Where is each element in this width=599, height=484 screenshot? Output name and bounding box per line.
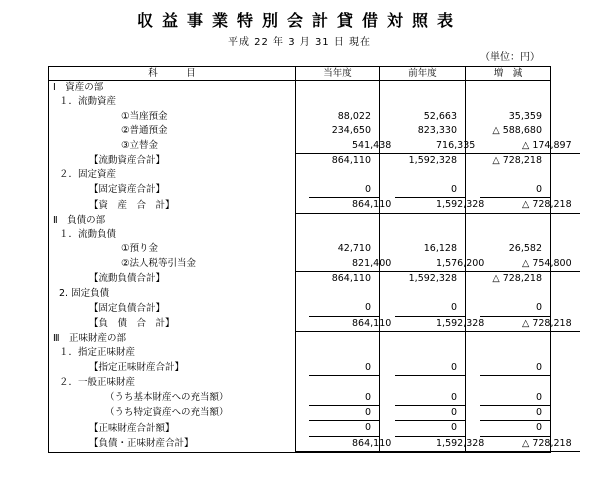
- change-value: △ 728,218: [466, 437, 580, 452]
- previous-year-value-cell: [380, 81, 466, 96]
- previous-year-value-cell: [380, 301, 466, 316]
- previous-year-value-cell: [380, 272, 466, 286]
- table-row: [49, 361, 551, 376]
- current-year-value: 0: [309, 406, 379, 421]
- table-row: [49, 301, 551, 316]
- table-row: [49, 421, 551, 436]
- table-row: [49, 346, 551, 360]
- previous-year-value-cell: [380, 361, 466, 376]
- previous-year-value-cell: [380, 198, 485, 213]
- previous-year-value-cell: [380, 139, 476, 154]
- current-year-value-cell: [296, 95, 380, 109]
- current-year-value-cell: [296, 242, 380, 256]
- table-row: [49, 168, 551, 182]
- row-label: 2. 固定負債: [49, 287, 296, 301]
- previous-year-value-cell: [380, 376, 466, 390]
- previous-year-value-cell: [380, 421, 466, 436]
- previous-year-value: 1,592,328: [408, 273, 457, 285]
- table-row: [49, 110, 551, 124]
- change-value-cell: [466, 183, 551, 198]
- current-year-value: 0: [309, 301, 379, 316]
- change-value: 26,582: [508, 243, 542, 255]
- header-current-year: 当年度: [296, 67, 380, 81]
- current-year-value: 0: [309, 361, 379, 376]
- previous-year-value-cell: [380, 95, 466, 109]
- header-previous-year: 前年度: [380, 67, 466, 81]
- current-year-value-cell: [296, 301, 380, 316]
- row-label: ①預り金: [49, 242, 296, 256]
- change-value: 0: [480, 406, 550, 421]
- row-label: Ⅱ 負債の部: [49, 214, 296, 228]
- table-row: [49, 287, 551, 301]
- current-year-value-cell: [296, 361, 380, 376]
- current-year-value-cell: [296, 168, 380, 182]
- row-label: （うち基本財産への充当額）: [49, 391, 296, 406]
- table-row: [49, 228, 551, 242]
- current-year-value-cell: [296, 154, 380, 168]
- change-value-cell: [466, 198, 572, 213]
- change-value-cell: [466, 287, 551, 301]
- current-year-value-cell: [296, 124, 380, 138]
- row-label: ２．一般正味財産: [49, 376, 296, 390]
- table-row: [49, 391, 551, 406]
- change-value-cell: [466, 228, 551, 242]
- table-row: [49, 183, 551, 198]
- previous-year-value: 16,128: [423, 243, 457, 255]
- current-year-value: 0: [309, 421, 379, 436]
- current-year-value: 88,022: [337, 110, 371, 122]
- table-row: [49, 242, 551, 256]
- current-year-value-cell: [296, 391, 380, 406]
- previous-year-value: 0: [395, 183, 465, 198]
- current-year-value: 234,650: [331, 125, 371, 137]
- header-change: 増 減: [466, 67, 551, 81]
- previous-year-value: 0: [395, 361, 465, 376]
- row-label: （うち特定資産への充当額）: [49, 406, 296, 421]
- report-date: 平成 22 年 3 月 31 日 現在: [227, 37, 372, 48]
- row-label: Ⅰ 資産の部: [49, 81, 296, 96]
- current-year-value-cell: [296, 317, 392, 332]
- current-year-value: 0: [309, 391, 379, 406]
- previous-year-value-cell: [380, 437, 485, 453]
- change-value: △ 174,897: [466, 139, 580, 154]
- row-label: 【流動資産合計】: [49, 154, 296, 168]
- previous-year-value: 1,592,328: [408, 155, 457, 167]
- row-label: 【流動負債合計】: [49, 272, 296, 286]
- previous-year-value: 0: [395, 421, 465, 436]
- current-year-value-cell: [296, 272, 380, 286]
- previous-year-value-cell: [380, 214, 466, 228]
- row-label: 【負債・正味財産合計】: [49, 437, 296, 453]
- current-year-value-cell: [296, 81, 380, 96]
- previous-year-value-cell: [380, 154, 466, 168]
- change-value: △ 728,218: [466, 198, 580, 213]
- table-body: [49, 81, 572, 453]
- change-value: △ 728,218: [466, 317, 580, 332]
- previous-year-value: 0: [395, 391, 465, 406]
- change-value-cell: [466, 139, 572, 154]
- report-title: 収益事業特別会計貸借対照表: [136, 11, 462, 30]
- change-value-cell: [466, 81, 551, 96]
- previous-year-value-cell: [380, 406, 466, 421]
- table-row: [49, 139, 551, 154]
- row-label: 【固定負債合計】: [49, 301, 296, 316]
- row-label: ２．固定資産: [49, 168, 296, 182]
- change-value-cell: [466, 110, 551, 124]
- header-row: [49, 67, 551, 81]
- previous-year-value-cell: [380, 346, 466, 360]
- change-value-cell: [466, 301, 551, 316]
- change-value-cell: [466, 346, 551, 360]
- previous-year-value: 0: [395, 406, 465, 421]
- current-year-value-cell: [296, 139, 392, 154]
- change-value-cell: [466, 272, 551, 286]
- previous-year-value: 1,592,328: [380, 198, 492, 213]
- change-value: 0: [480, 421, 550, 436]
- table-row: [49, 437, 551, 453]
- change-value: △ 728,218: [492, 155, 542, 167]
- current-year-value: 864,110: [331, 273, 371, 285]
- change-value: 35,359: [508, 110, 542, 122]
- previous-year-value-cell: [380, 257, 485, 272]
- current-year-value-cell: [296, 183, 380, 198]
- row-label: 【資 産 合 計】: [49, 198, 296, 213]
- change-value: 0: [480, 361, 550, 376]
- unit-label: （単位：円）: [480, 52, 540, 63]
- previous-year-value-cell: [380, 168, 466, 182]
- header-item: 科 目: [49, 67, 296, 81]
- row-label: 【負 債 合 計】: [49, 317, 296, 332]
- row-label: Ⅲ 正味財産の部: [49, 332, 296, 346]
- change-value-cell: [466, 376, 551, 390]
- row-label: ③立替金: [49, 139, 296, 154]
- row-label: ②普通預金: [49, 124, 296, 138]
- previous-year-value-cell: [380, 391, 466, 406]
- change-value: △ 588,680: [492, 125, 542, 137]
- row-label: 【固定資産合計】: [49, 183, 296, 198]
- row-label: １．流動負債: [49, 228, 296, 242]
- change-value-cell: [466, 317, 572, 332]
- table-row: [49, 81, 551, 96]
- current-year-value-cell: [296, 257, 392, 272]
- previous-year-value-cell: [380, 124, 466, 138]
- row-label: 【指定正味財産合計】: [49, 361, 296, 376]
- current-year-value-cell: [296, 332, 380, 346]
- current-year-value: 821,400: [296, 257, 399, 272]
- change-value-cell: [466, 242, 551, 256]
- change-value: 0: [480, 301, 550, 316]
- row-label: １．指定正味財産: [49, 346, 296, 360]
- current-year-value-cell: [296, 198, 392, 213]
- change-value-cell: [466, 257, 572, 272]
- change-value-cell: [466, 214, 551, 228]
- change-value: 0: [480, 391, 550, 406]
- previous-year-value-cell: [380, 183, 466, 198]
- row-label: 【正味財産合計額】: [49, 421, 296, 436]
- table-row: [49, 154, 551, 168]
- row-label: １．流動資産: [49, 95, 296, 109]
- previous-year-value: 1,592,328: [380, 317, 492, 332]
- change-value-cell: [466, 124, 551, 138]
- current-year-value: 864,110: [331, 155, 371, 167]
- current-year-value-cell: [296, 287, 380, 301]
- current-year-value-cell: [296, 346, 380, 360]
- balance-sheet-table: [48, 66, 572, 453]
- previous-year-value: 1,576,200: [380, 257, 492, 272]
- table-row: [49, 406, 551, 421]
- change-value-cell: [466, 391, 551, 406]
- current-year-value: 42,710: [337, 243, 371, 255]
- change-value-cell: [466, 154, 551, 168]
- change-value-cell: [466, 421, 551, 436]
- current-year-value-cell: [296, 214, 380, 228]
- previous-year-value-cell: [380, 287, 466, 301]
- current-year-value: 864,110: [296, 317, 399, 332]
- change-value-cell: [466, 332, 551, 346]
- previous-year-value: 1,592,328: [380, 437, 492, 452]
- table-row: [49, 198, 551, 213]
- current-year-value: 541,438: [296, 139, 399, 154]
- table-row: [49, 257, 551, 272]
- change-value: △ 728,218: [492, 273, 542, 285]
- current-year-value-cell: [296, 421, 380, 436]
- change-value-cell: [466, 95, 551, 109]
- previous-year-value-cell: [380, 228, 466, 242]
- change-value: △ 754,800: [466, 257, 580, 272]
- change-value: 0: [480, 183, 550, 198]
- previous-year-value-cell: [380, 317, 485, 332]
- current-year-value: 0: [309, 183, 379, 198]
- row-label: ①当座預金: [49, 110, 296, 124]
- table-row: [49, 214, 551, 228]
- current-year-value-cell: [296, 228, 380, 242]
- current-year-value-cell: [296, 110, 380, 124]
- previous-year-value: 0: [395, 301, 465, 316]
- table-row: [49, 272, 551, 286]
- previous-year-value: 52,663: [423, 110, 457, 122]
- previous-year-value: 716,335: [380, 139, 483, 154]
- previous-year-value: 823,330: [417, 125, 457, 137]
- table-row: [49, 317, 551, 332]
- current-year-value: 864,110: [296, 437, 399, 452]
- table-row: [49, 376, 551, 390]
- table-row: [49, 95, 551, 109]
- current-year-value-cell: [296, 376, 380, 390]
- table-row: [49, 124, 551, 138]
- previous-year-value-cell: [380, 242, 466, 256]
- row-label: ②法人税等引当金: [49, 257, 296, 272]
- change-value-cell: [466, 361, 551, 376]
- current-year-value-cell: [296, 406, 380, 421]
- change-value-cell: [466, 406, 551, 421]
- change-value-cell: [466, 168, 551, 182]
- previous-year-value-cell: [380, 332, 466, 346]
- previous-year-value-cell: [380, 110, 466, 124]
- current-year-value: 864,110: [296, 198, 399, 213]
- change-value-cell: [466, 437, 572, 453]
- current-year-value-cell: [296, 437, 392, 453]
- table-row: [49, 332, 551, 346]
